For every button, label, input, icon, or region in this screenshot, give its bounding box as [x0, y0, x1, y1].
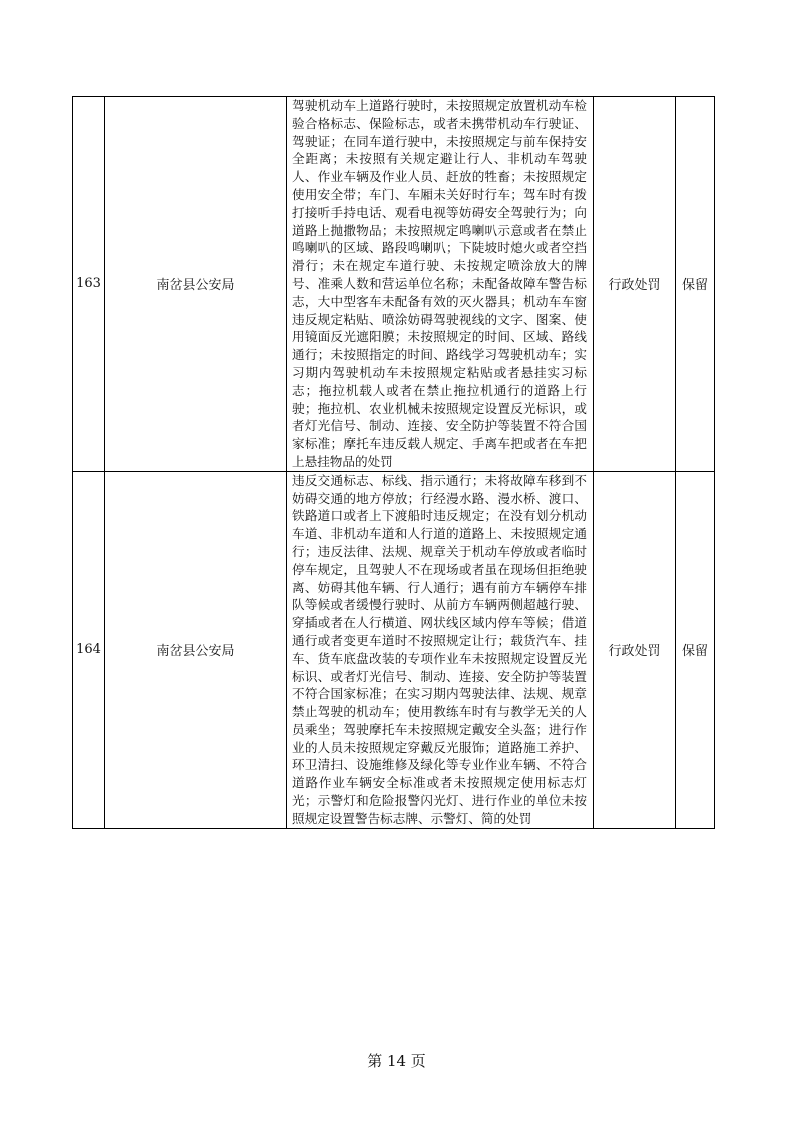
row-number: 164: [73, 471, 105, 828]
item-status: 保留: [676, 471, 715, 828]
item-type: 行政处罚: [594, 471, 676, 828]
row-number: 163: [73, 97, 105, 472]
page-number: 第 14 页: [367, 1052, 426, 1070]
item-status: 保留: [676, 97, 715, 472]
agency-name: 南岔县公安局: [105, 471, 287, 828]
item-content: 违反交通标志、标线、指示通行；未将故障车移到不妨碍交通的地方停放；行经漫水路、漫水桥、渡口、铁路道口或者上下渡船时违反规定；在没有划分机动车道、非机动车道和人行道的道路上、未按照规定通行；违反法律、法规、规章关于机动车停放或者临时停车规定，且驾驶人不在现场或者虽在现场但拒绝驶离、妨碍其他车辆、行人通行；遇有前方车辆停车排队等候或者缓慢行驶时、从前方车辆两侧超越行驶、穿插或者在人行横道、网状线区域内停车等候；借道通行或者变更车道时不按照规定让行；载货汽车、挂车、货车底盘改装的专项作业车未按照规定设置反光标识、或者灯光信号、制动、连接、安全防护等装置不符合国家标准；在实习期内驾驶法律、法规、规章禁止驾驶的机动车；使用教练车时有与教学无关的人员乘坐；驾驶摩托车未按照规定戴安全头盔；进行作业的人员未按照规定穿戴反光服饰；道路施工养护、环卫清扫、设施维修及绿化等专业作业车辆、不符合道路作业车辆安全标准或者未按照规定使用标志灯光；示警灯和危险报警闪光灯、进行作业的单位未按照规定设置警告标志牌、示警灯、简的处罚: [287, 471, 594, 828]
regulation-table: [72, 96, 715, 829]
table-row: [73, 97, 715, 472]
agency-name: 南岔县公安局: [105, 97, 287, 472]
item-type: 行政处罚: [594, 97, 676, 472]
item-content: 驾驶机动车上道路行驶时，未按照规定放置机动车检验合格标志、保险标志，或者未携带机动车行驶证、驾驶证；在同车道行驶中，未按照规定与前车保持安全距离；未按照有关规定避让行人、非机动车驾驶人、作业车辆及作业人员、赶放的牲畜；未按照规定使用安全带；车门、车厢未关好时行车；驾车时有拨打接听手持电话、观看电视等妨碍安全驾驶行为；向道路上抛撒物品；未按照规定鸣喇叭示意或者在禁止鸣喇叭的区域、路段鸣喇叭；下陡坡时熄火或者空挡滑行；未在规定车道行驶、未按规定喷涂放大的牌号、准乘人数和营运单位名称；未配备故障车警告标志，大中型客车未配备有效的灭火器具；机动车车窗违反规定粘贴、喷涂妨碍驾驶视线的文字、图案、使用镜面反光遮阳膜；未按照规定的时间、区域、路线通行；未按照指定的时间、路线学习驾驶机动车；实习期内驾驶机动车未按照规定粘贴或者悬挂实习标志；拖拉机载人或者在禁止拖拉机通行的道路上行驶；拖拉机、农业机械未按照规定设置反光标识，或者灯光信号、制动、连接、安全防护等装置不符合国家标准；摩托车违反载人规定、手离车把或者在车把上悬挂物品的处罚: [287, 97, 594, 472]
table-row: [73, 471, 715, 828]
